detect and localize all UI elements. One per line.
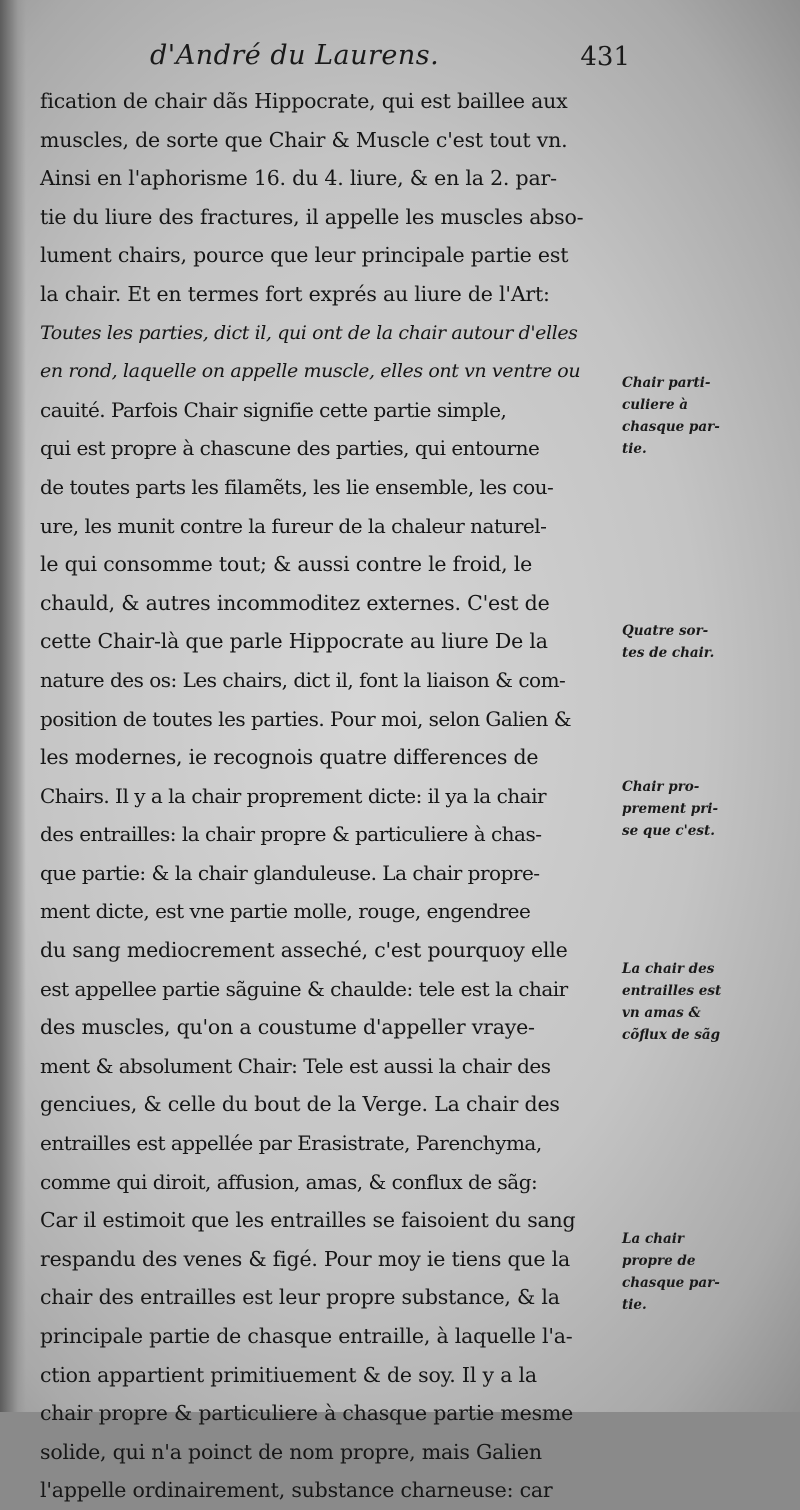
text-line: cauité. Parfois Chair signifie cette partie simple,	[40, 397, 507, 422]
text-line: le qui consomme tout; & aussi contre le froid, le	[40, 552, 533, 577]
text-line: qui est propre à chascune des parties, qui entourne	[40, 436, 540, 461]
page-gutter-shadow	[0, 0, 26, 1412]
text-line: chair propre & particuliere à chasque partie mesme	[40, 1401, 574, 1426]
margin-note: Chair parti- culiere à chasque par- tie.	[622, 375, 720, 457]
margin-note: La chair des entrailles est vn amas & cõflux de sãg	[622, 961, 722, 1043]
text-line-italic: Toutes les parties, dict il, qui ont de la chair autour d'elles	[40, 321, 578, 344]
text-line: nature des os: Les chairs, dict il, font la liaison & com-	[40, 667, 566, 692]
body-text	[40, 82, 638, 1510]
text-line: que partie: & la chair glanduleuse. La chair propre-	[40, 860, 540, 885]
text-line: du sang mediocrement asseché, c'est pourquoy elle	[40, 938, 568, 963]
text-line: Chairs. Il y a la chair proprement dicte: il ya la chair	[40, 783, 547, 808]
text-line: ure, les munit contre la fureur de la chaleur naturel-	[40, 513, 547, 538]
text-line: l'appelle ordinairement, substance charneuse: car	[40, 1478, 553, 1503]
text-line: ment dicte, est vne partie molle, rouge, engendree	[40, 899, 531, 924]
text-line: entrailles est appellée par Erasistrate, Parenchyma,	[40, 1131, 542, 1156]
text-line: fication de chair dãs Hippocrate, qui est baillee aux	[40, 89, 568, 113]
text-line: chauld, & autres incommoditez externes. C'est de	[40, 590, 550, 615]
text-line: genciues, & celle du bout de la Verge. La chair des	[40, 1092, 560, 1117]
text-line: ment & absolument Chair: Tele est aussi la chair des	[40, 1053, 551, 1078]
text-line: Ainsi en l'aphorisme 16. du 4. liure, & en la 2. par-	[40, 166, 557, 191]
margin-note: La chair propre de chasque par- tie.	[622, 1231, 720, 1313]
text-line: principale partie de chasque entraille, à laquelle l'a-	[40, 1324, 573, 1348]
text-line: de toutes parts les filamẽts, les lie ensemble, les cou-	[40, 474, 554, 499]
margin-note: Quatre sor- tes de chair.	[622, 623, 715, 661]
text-line: des entrailles: la chair propre & particuliere à chas-	[40, 822, 542, 847]
text-line: la chair. Et en termes fort exprés au liure de l'Art:	[40, 281, 550, 306]
text-line: Car il estimoit que les entrailles se faisoient du sang	[40, 1208, 576, 1233]
page-number: 431	[580, 42, 630, 72]
text-line: position de toutes les parties. Pour moi, selon Galien &	[40, 706, 572, 731]
text-line: solide, qui n'a poinct de nom propre, mais Galien	[40, 1439, 542, 1464]
text-line: comme qui diroit, affusion, amas, & conflux de sãg:	[40, 1169, 538, 1194]
text-line: muscles, de sorte que Chair & Muscle c'est tout vn.	[40, 127, 568, 152]
text-line-italic: en rond, laquelle on appelle muscle, elles ont vn ventre ou	[40, 360, 581, 383]
text-line: les modernes, ie recognois quatre differences de	[40, 745, 539, 770]
text-line: ction appartient primitiuement & de soy. Il y a la	[40, 1362, 537, 1387]
text-line: lument chairs, pource que leur principale partie est	[40, 243, 569, 268]
text-line: chair des entrailles est leur propre substance, & la	[40, 1285, 560, 1310]
margin-note: Chair pro- prement pri- se que c'est.	[622, 779, 719, 839]
text-line: respandu des venes & figé. Pour moy ie tiens que la	[40, 1246, 571, 1271]
text-line: des muscles, qu'on a coustume d'appeller vraye-	[40, 1015, 535, 1040]
text-line: est appellee partie sãguine & chaulde: tele est la chair	[40, 976, 568, 1001]
text-line: tie du liure des fractures, il appelle les muscles abso-	[40, 204, 584, 229]
text-line: cette Chair-là que parle Hippocrate au liure De la	[40, 629, 548, 654]
running-title: d'André du Laurens.	[150, 40, 440, 71]
